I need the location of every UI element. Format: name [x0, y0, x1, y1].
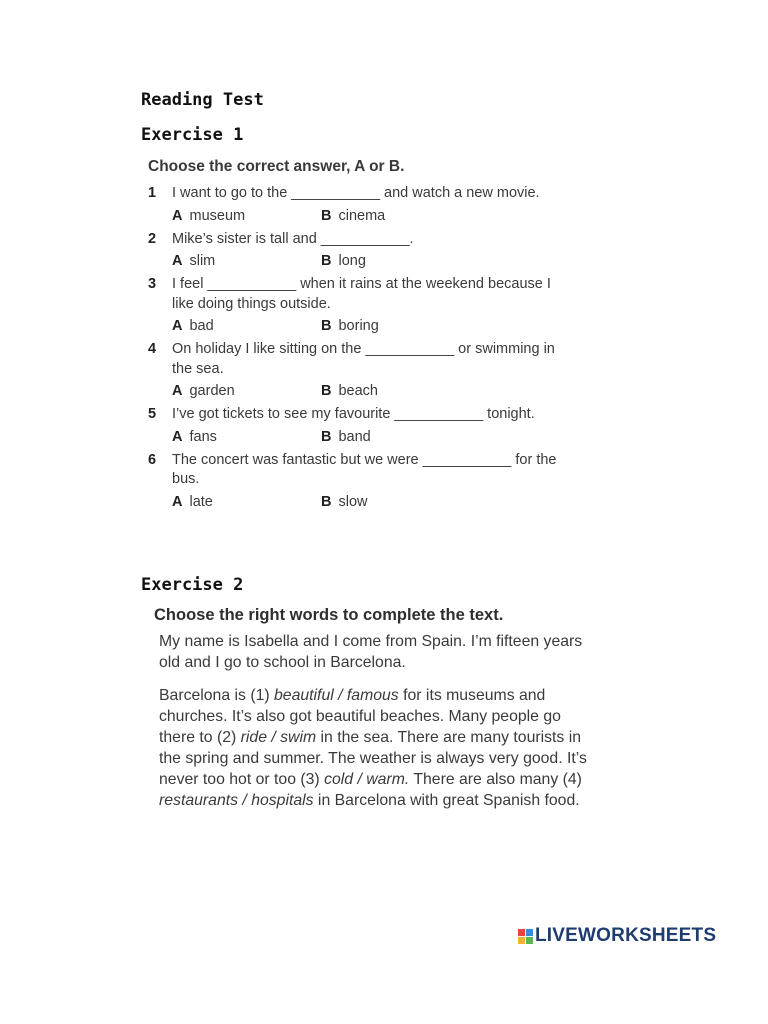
- question-list: [148, 184, 568, 512]
- text-segment: in the sea. There are many tourists in the spring and summer. The weather is always very good. It’s never too hot or too (3): [159, 729, 587, 788]
- exercise-2-instruction: Choose the right words to complete the text.: [154, 606, 504, 624]
- exercise-2-heading: Exercise 2: [141, 575, 244, 595]
- option-b[interactable]: [321, 207, 470, 226]
- paragraph-2: [154, 685, 594, 811]
- option-text: cinema: [338, 207, 386, 224]
- option-b[interactable]: [321, 252, 470, 271]
- option-letter: B: [321, 318, 332, 334]
- option-a[interactable]: [172, 382, 321, 401]
- option-b[interactable]: [321, 428, 470, 447]
- exercise-1-heading: Exercise 1: [141, 125, 244, 145]
- option-letter: B: [321, 493, 332, 510]
- question-text: Mike’s sister is tall and ___________.: [172, 230, 414, 247]
- option-b[interactable]: [321, 493, 470, 512]
- option-letter: A: [172, 383, 183, 399]
- exercise-2: [154, 606, 594, 823]
- option-text: band: [338, 428, 371, 445]
- options-row: [148, 493, 568, 512]
- question-number: 2: [148, 230, 157, 247]
- option-a[interactable]: [172, 493, 321, 512]
- question-number: 1: [148, 185, 157, 201]
- question-number: 5: [148, 406, 157, 422]
- option-a[interactable]: [172, 428, 321, 447]
- exercise-1: [148, 158, 568, 516]
- choice-1[interactable]: beautiful / famous: [274, 687, 399, 704]
- question-text: I’ve got tickets to see my favourite ___________ tonight.: [172, 406, 535, 422]
- options-row: [148, 317, 568, 336]
- option-a[interactable]: [172, 252, 321, 271]
- option-text: late: [189, 493, 213, 510]
- choice-3[interactable]: cold / warm.: [324, 771, 410, 788]
- liveworksheets-logo: [518, 925, 716, 947]
- paragraph-1: My name is Isabella and I come from Spain. I’m fifteen years old and I go to school in Barcelona.: [159, 633, 583, 671]
- choice-4[interactable]: restaurants / hospitals: [159, 792, 314, 809]
- exercise-1-instruction: Choose the correct answer, A or B.: [148, 158, 405, 175]
- options-row: [148, 252, 568, 271]
- option-letter: B: [321, 207, 332, 224]
- logo-square: [518, 929, 525, 936]
- option-text: boring: [338, 318, 379, 334]
- option-a[interactable]: [172, 317, 321, 336]
- page-title: Reading Test: [141, 90, 264, 110]
- question-number: 3: [148, 276, 157, 292]
- question-3: [148, 275, 568, 314]
- options-row: [148, 428, 568, 447]
- choice-2[interactable]: ride / swim: [240, 729, 317, 746]
- text-segment: in Barcelona with great Spanish food.: [313, 792, 580, 809]
- question-number: 4: [148, 341, 157, 357]
- text-segment: There are also many (4): [409, 771, 582, 788]
- option-letter: A: [172, 493, 183, 510]
- option-letter: B: [321, 253, 332, 269]
- option-text: slow: [338, 493, 368, 510]
- question-text: On holiday I like sitting on the ___________ or swimming in the sea.: [172, 341, 555, 377]
- option-letter: B: [321, 383, 332, 399]
- text-segment: for its museums and churches. It’s also got beautiful beaches. Many people go there to (2): [159, 687, 561, 746]
- question-4: [148, 340, 568, 379]
- option-a[interactable]: [172, 207, 321, 226]
- question-6: [148, 451, 568, 490]
- option-b[interactable]: [321, 317, 470, 336]
- question-text: I want to go to the ___________ and watch a new movie.: [172, 185, 540, 201]
- logo-square: [526, 929, 533, 936]
- options-row: [148, 382, 568, 401]
- question-text: The concert was fantastic but we were ___________ for the bus.: [172, 451, 557, 487]
- option-text: museum: [189, 207, 246, 224]
- question-text: I feel ___________ when it rains at the weekend because I like doing things outside.: [172, 276, 551, 312]
- option-text: fans: [189, 428, 217, 445]
- option-letter: B: [321, 428, 332, 445]
- option-text: bad: [189, 318, 214, 334]
- option-letter: A: [172, 207, 183, 224]
- logo-square: [526, 937, 533, 944]
- logo-text: LIVEWORKSHEETS: [535, 925, 717, 946]
- question-number: 6: [148, 451, 157, 468]
- question-2: [148, 230, 568, 250]
- logo-square: [518, 937, 525, 944]
- logo-grid-icon: [518, 929, 533, 944]
- question-1: [148, 184, 568, 204]
- options-row: [148, 207, 568, 226]
- option-letter: A: [172, 428, 183, 445]
- option-letter: A: [172, 318, 183, 334]
- option-text: garden: [189, 383, 235, 399]
- question-5: [148, 405, 568, 425]
- text-segment: Barcelona is (1): [159, 687, 275, 704]
- option-letter: A: [172, 253, 183, 269]
- option-b[interactable]: [321, 382, 470, 401]
- option-text: slim: [189, 253, 216, 269]
- option-text: long: [338, 253, 366, 269]
- option-text: beach: [338, 383, 378, 399]
